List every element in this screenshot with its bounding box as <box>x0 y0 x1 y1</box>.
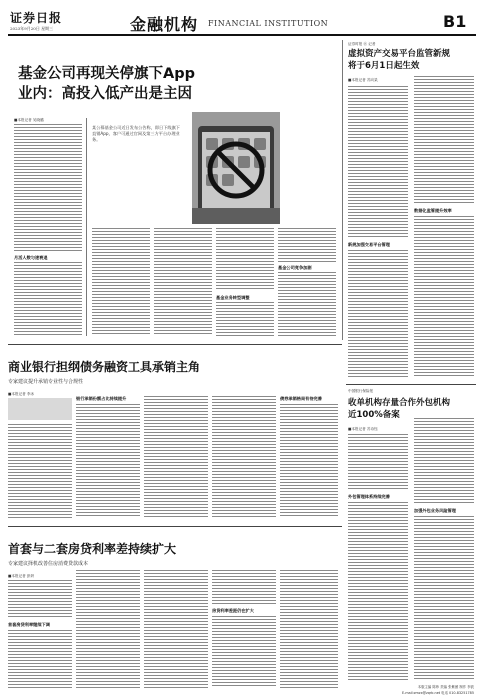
bank-body-col-5 <box>280 404 338 518</box>
footer-credits: 本版主编 陈炜 责编 张紫薇 制作 李波 <box>417 685 474 689</box>
mortgage-subhead-1: 首套房贷利率继续下调 <box>8 622 50 627</box>
fund-subhead-2: 基金公司竞争加剧 <box>278 265 312 270</box>
mortgage-byline: ■本报记者 彭妍 <box>8 574 35 578</box>
fund-body-col-2 <box>92 228 150 336</box>
fund-column-rule <box>86 118 87 336</box>
mortgage-top-rule <box>8 526 342 527</box>
insurance-body-col-1a <box>348 434 408 490</box>
trust-kicker: 证券时报 Ⓡ 记者 <box>348 42 376 46</box>
fund-body-col-1b <box>14 262 82 336</box>
mortgage-headline: 首套与二套房贷利率差持续扩大 <box>8 542 177 556</box>
bank-byline: ■本报记者 李冰 <box>8 392 35 396</box>
insurance-subhead-2: 加强外包业务风险管理 <box>414 508 456 513</box>
bank-subhead-1: 银行承销份额占比持续提升 <box>76 396 127 401</box>
trust-subhead-2: 数据化监管提升效率 <box>414 208 452 213</box>
insurance-headline-1: 收单机构存量合作外包机构 <box>348 398 451 408</box>
mortgage-body-col-1b <box>8 630 72 688</box>
mortgage-subhead-2: 房贷利率差距仍在扩大 <box>212 608 254 613</box>
bank-body-col-3 <box>144 396 208 518</box>
page-number: B1 <box>443 12 467 31</box>
phone-app-illustration <box>192 112 280 224</box>
fund-body-col-5a <box>278 228 336 262</box>
insurance-headline-2: 近100%备案 <box>348 410 400 420</box>
trust-headline-1: 虚拟资产交易平台监管新规 <box>348 49 451 59</box>
mortgage-body-col-3 <box>144 570 208 688</box>
mortgage-body-col-4a <box>212 570 276 604</box>
bank-lead-box <box>8 398 72 420</box>
insurance-kicker: 中国银行保险报 <box>348 389 374 393</box>
section-title: 金融机构 <box>130 15 199 34</box>
newspaper-logo: 证券日报 <box>10 11 63 25</box>
bank-body-col-2 <box>76 404 140 518</box>
center-column-rule <box>342 40 343 340</box>
mortgage-body-col-2 <box>76 570 140 688</box>
footer-contact: E-mail:zmzx@zqrb.net 电话 010-83251785 <box>401 691 474 695</box>
fund-body-col-4a <box>216 228 274 290</box>
fund-lead: 某公募基金公司近日发布公告称，即日下线旗下直销App，客户可通过官网及第三方平台办理业务。 <box>92 125 180 142</box>
insurance-subhead-1: 外包管理体系持续完善 <box>348 494 390 499</box>
right-divider-1 <box>346 384 476 385</box>
mortgage-body-col-5 <box>280 570 338 688</box>
trust-body-col-2a <box>414 76 474 204</box>
fund-body-col-1a <box>14 124 82 252</box>
trust-body-col-2b <box>414 216 474 378</box>
bank-body-col-1 <box>8 424 72 518</box>
fund-subhead-1: 月活人数匀速衰退 <box>14 255 48 260</box>
bank-body-col-4 <box>212 396 276 518</box>
masthead-rule <box>8 34 476 36</box>
insurance-body-col-1b <box>348 502 408 680</box>
bank-top-rule <box>8 344 342 345</box>
insurance-body-col-2b <box>414 516 474 680</box>
trust-headline-2: 将于6月1日起生效 <box>348 61 420 71</box>
fund-body-col-5b <box>278 272 336 336</box>
insurance-byline: ■本报记者 苏诗钰 <box>348 427 378 431</box>
fund-byline: ■本报记者 吴晓璐 <box>14 118 44 122</box>
mortgage-subtitle: 专家建议择机改善住房消费贷款成本 <box>8 561 89 567</box>
mortgage-body-col-1a <box>8 580 72 618</box>
fund-headline-2: 业内：高投入低产出是主因 <box>18 86 192 102</box>
trust-body-col-1a <box>348 86 408 238</box>
fund-body-col-4b <box>216 302 274 336</box>
bank-subhead-2: 债券承销格局有待完善 <box>280 396 322 401</box>
date-line: 2023年9月20日 星期三 <box>10 26 54 31</box>
trust-byline: ■本报记者 苏向杲 <box>348 78 378 82</box>
fund-subhead-3: 基金业务转型调整 <box>216 295 250 300</box>
fund-body-col-3 <box>154 228 212 336</box>
trust-body-col-1b <box>348 250 408 378</box>
insurance-body-col-2a <box>414 418 474 504</box>
trust-subhead-1: 新规加强交易平台管理 <box>348 242 390 247</box>
fund-headline-1: 基金公司再现关停旗下App <box>18 66 195 82</box>
bank-headline: 商业银行担纲债务融资工具承销主角 <box>8 360 201 374</box>
bank-subtitle: 专家建议提升承销专业性与合规性 <box>8 379 84 385</box>
section-title-english: FINANCIAL INSTITUTION <box>208 19 329 28</box>
mortgage-body-col-4b <box>212 616 276 688</box>
